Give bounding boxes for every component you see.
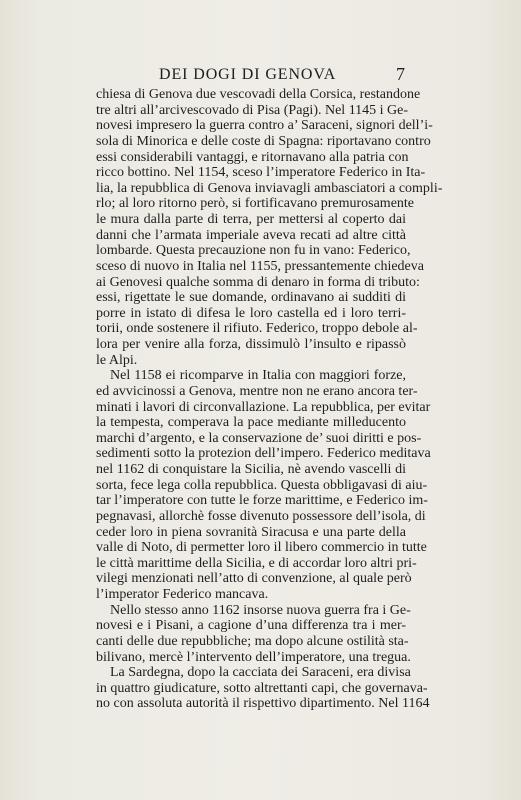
text-line: valle di Noto, di permetter loro il libero commercio in tutte xyxy=(96,540,427,556)
text-line: chiesa di Genova due vescovadi della Corsica, restandone xyxy=(96,87,421,102)
text-line: novesi e i Pisani, a cagione d’una differenza tra i mer- xyxy=(96,618,406,634)
page-number: 7 xyxy=(396,64,405,84)
text-line: essi considerabili vantaggi, e ritornavano alla patria con xyxy=(96,149,409,165)
text-line: nel 1162 di conquistare la Sicilia, nè avendo vascelli di xyxy=(96,462,406,477)
text-line: ceder loro in piena sovranità Siracusa e una parte della xyxy=(96,524,406,540)
text-line: no con assoluta autorità il rispettivo dipartimento. Nel 1164 xyxy=(96,696,430,712)
text-line: sceso di nuovo in Italia nel 1155, pressantemente chiedeva xyxy=(96,258,424,274)
text-line: porre in istato di difesa le loro castella ed i loro terri- xyxy=(96,305,406,321)
text-line: novesi impresero la guerra contro a’ Saraceni, signori dell’i- xyxy=(96,118,433,134)
text-line: tar l’imperatore con tutte le forze marittime, e Federico im- xyxy=(96,493,428,509)
paragraph-start-line: Nel 1158 ei ricomparve in Italia con maggiori forze, xyxy=(110,368,406,384)
text-line: in quattro giudicature, sotto altrettanti capi, che governava- xyxy=(96,680,428,696)
page-header xyxy=(96,66,406,86)
paragraph-start-line: Nello stesso anno 1162 insorse nuova guerra fra i Ge- xyxy=(110,602,411,618)
text-line: lombarde. Questa precauzione non fu in vano: Federico, xyxy=(96,243,411,259)
text-line: bilivano, mercè l’intervento dell’imperatore, una tregua. xyxy=(96,649,411,665)
text-line: pegnavasi, allorchè fosse divenuto possessore dell’isola, di xyxy=(96,508,426,524)
text-line: sola di Minorica e delle coste di Spagna: riportavano contro xyxy=(96,133,431,149)
text-line: ed avvicinossi a Genova, mentre non ne erano ancora ter- xyxy=(96,383,418,399)
text-line: marchi d’argento, e la conservazione de’ suoi diritti e pos- xyxy=(96,430,422,446)
text-line: le città marittime della Sicilia, e di accordar loro altri pri- xyxy=(96,555,417,571)
text-line: canti delle due repubbliche; ma dopo alcune ostilità sta- xyxy=(96,633,409,649)
text-line: lia, la repubblica di Genova inviavagli ambasciatori a compli- xyxy=(96,180,443,196)
text-line: le Alpi. xyxy=(96,352,138,368)
text-line: torii, onde sostenere il rifiuto. Federico, troppo debole al- xyxy=(96,321,418,337)
text-line: le mura dalla parte di terra, per mettersi al coperto dai xyxy=(96,212,406,227)
text-line: ai Genovesi qualche somma di denaro in forma di tributo: xyxy=(96,274,420,290)
text-line: danni che l’armata imperiale aveva recati ad altre città xyxy=(96,227,406,243)
text-line: rlo; al loro ritorno però, si fortificavano premurosamente xyxy=(96,196,415,212)
text-line: vilegi menzionati nell’atto di convenzione, al quale però xyxy=(96,571,412,587)
text-line: l’imperator Federico mancava. xyxy=(96,587,269,602)
body-text xyxy=(96,87,443,712)
text-line: minati i lavori di circonvallazione. La repubblica, per evitar xyxy=(96,399,431,415)
running-title: DEI DOGI DI GENOVA xyxy=(159,66,337,83)
text-line: ricco bottino. Nel 1154, sceso l’imperatore Federico in Ita- xyxy=(96,165,426,181)
text-line: essi, rigettate le sue domande, ordinavano ai sudditi di xyxy=(96,290,406,306)
text-line: sorta, fece lega colla repubblica. Questa obbligavasi di aiu- xyxy=(96,477,428,493)
text-line: sedimenti sotto la protezion dell’impero. Federico meditava xyxy=(96,446,431,462)
text-line: tre altri all’arcivescovado di Pisa (Pagi). Nel 1145 i Ge- xyxy=(96,102,409,118)
text-line: lora per venire alla forza, dissimulò l’insulto e ripassò xyxy=(96,337,406,352)
text-line: la tempesta, comperava la pace mediante milleducento xyxy=(96,415,406,431)
paragraph-start-line: La Sardegna, dopo la cacciata dei Saraceni, era divisa xyxy=(110,665,411,681)
